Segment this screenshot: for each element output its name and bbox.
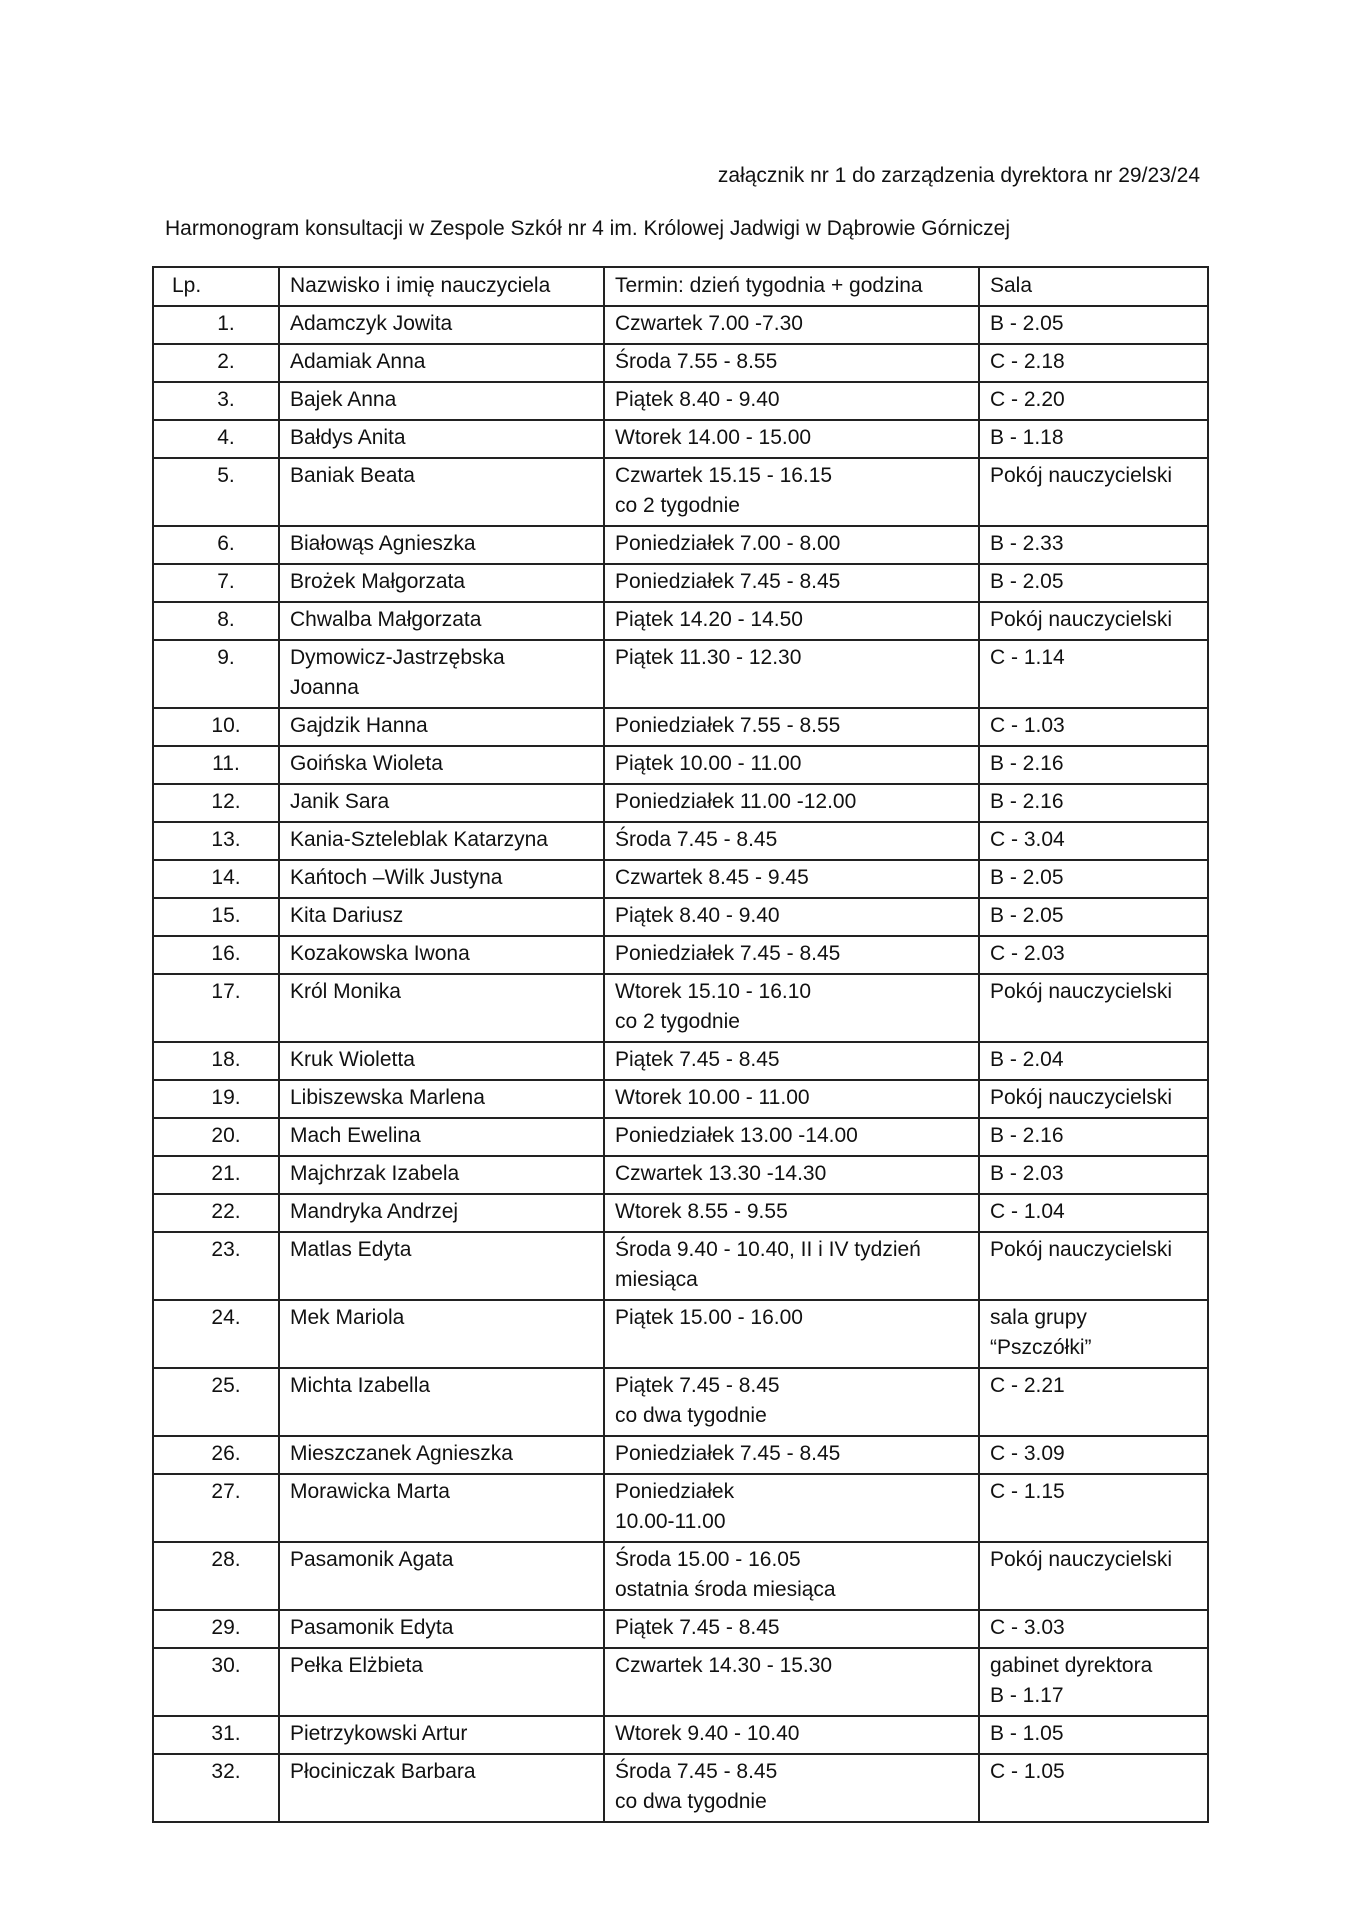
cell-room <box>979 306 1208 344</box>
cell-room <box>979 784 1208 822</box>
cell-teacher-name <box>279 708 604 746</box>
cell-term-line: Czwartek 14.30 - 15.30 <box>615 1654 833 1677</box>
cell-teacher-name-line: Kozakowska Iwona <box>290 942 470 965</box>
cell-teacher-name <box>279 746 604 784</box>
cell-room <box>979 1542 1208 1610</box>
cell-teacher-name <box>279 1042 604 1080</box>
cell-lp: 16. <box>153 936 279 974</box>
cell-term-line: Środa 7.55 - 8.55 <box>615 350 778 373</box>
cell-room-line: C - 3.09 <box>990 1442 1065 1465</box>
cell-teacher-name <box>279 1300 604 1368</box>
table-row <box>153 458 1208 526</box>
cell-lp: 15. <box>153 898 279 936</box>
header-row <box>153 267 1208 306</box>
cell-term <box>604 708 979 746</box>
cell-term <box>604 822 979 860</box>
cell-teacher-name <box>279 1118 604 1156</box>
table-row <box>153 860 1208 898</box>
cell-room <box>979 602 1208 640</box>
cell-term-line: co 2 tygodnie <box>615 1010 740 1033</box>
column-header-term: Termin: dzień tygodnia + godzina <box>604 267 979 306</box>
cell-term <box>604 1610 979 1648</box>
cell-term-line: Czwartek 8.45 - 9.45 <box>615 866 809 889</box>
cell-term-line: Czwartek 7.00 -7.30 <box>615 312 803 335</box>
cell-teacher-name-line: Joanna <box>290 676 359 699</box>
cell-lp: 19. <box>153 1080 279 1118</box>
cell-room <box>979 1648 1208 1716</box>
cell-teacher-name-line: Kania-Szteleblak Katarzyna <box>290 828 548 851</box>
annex-reference: załącznik nr 1 do zarządzenia dyrektora nr 29/23/24 <box>717 164 1200 187</box>
cell-room-line: B - 2.16 <box>990 790 1064 813</box>
cell-term-line: Poniedziałek 7.45 - 8.45 <box>615 942 841 965</box>
cell-room-line: B - 2.05 <box>990 312 1064 335</box>
table-row <box>153 1300 1208 1368</box>
table-row <box>153 344 1208 382</box>
table-row <box>153 1232 1208 1300</box>
table-row <box>153 974 1208 1042</box>
cell-room-line: B - 1.05 <box>990 1722 1064 1745</box>
table-row <box>153 936 1208 974</box>
cell-teacher-name <box>279 1542 604 1610</box>
cell-room-line: B - 2.05 <box>990 570 1064 593</box>
cell-term-line: Poniedziałek <box>615 1480 735 1503</box>
table-row <box>153 526 1208 564</box>
cell-lp: 1. <box>153 306 279 344</box>
cell-lp: 2. <box>153 344 279 382</box>
cell-term <box>604 1754 979 1822</box>
cell-lp: 4. <box>153 420 279 458</box>
cell-term <box>604 1648 979 1716</box>
cell-term-line: ostatnia środa miesiąca <box>615 1578 836 1601</box>
cell-term <box>604 936 979 974</box>
cell-term <box>604 1716 979 1754</box>
cell-term-line: Piątek 7.45 - 8.45 <box>615 1616 780 1639</box>
cell-teacher-name-line: Adamiak Anna <box>290 350 426 373</box>
table-row <box>153 898 1208 936</box>
cell-teacher-name-line: Płociniczak Barbara <box>290 1760 476 1783</box>
table-row <box>153 708 1208 746</box>
cell-room-line: Pokój nauczycielski <box>990 980 1173 1003</box>
cell-term <box>604 344 979 382</box>
cell-teacher-name-line: Pasamonik Edyta <box>290 1616 454 1639</box>
table-row <box>153 1080 1208 1118</box>
cell-room-line: Pokój nauczycielski <box>990 608 1173 631</box>
cell-teacher-name <box>279 936 604 974</box>
cell-lp: 5. <box>153 458 279 526</box>
cell-room <box>979 1300 1208 1368</box>
cell-lp: 13. <box>153 822 279 860</box>
cell-room <box>979 1436 1208 1474</box>
cell-term-line: Środa 7.45 - 8.45 <box>615 828 778 851</box>
cell-room <box>979 898 1208 936</box>
cell-lp: 10. <box>153 708 279 746</box>
cell-term-line: Poniedziałek 13.00 -14.00 <box>615 1124 858 1147</box>
cell-term <box>604 746 979 784</box>
cell-term <box>604 640 979 708</box>
cell-teacher-name <box>279 784 604 822</box>
cell-room <box>979 1716 1208 1754</box>
table-header <box>153 267 1208 306</box>
cell-room <box>979 382 1208 420</box>
cell-teacher-name <box>279 1156 604 1194</box>
table-row <box>153 1610 1208 1648</box>
cell-teacher-name <box>279 306 604 344</box>
cell-term <box>604 784 979 822</box>
cell-lp: 24. <box>153 1300 279 1368</box>
cell-term <box>604 1368 979 1436</box>
cell-term <box>604 382 979 420</box>
table-row <box>153 382 1208 420</box>
column-header-teacher: Nazwisko i imię nauczyciela <box>279 267 604 306</box>
cell-room-line: B - 2.03 <box>990 1162 1064 1185</box>
table-row <box>153 1118 1208 1156</box>
cell-lp: 9. <box>153 640 279 708</box>
cell-room-line: B - 2.33 <box>990 532 1064 555</box>
table-row <box>153 784 1208 822</box>
cell-teacher-name-line: Baniak Beata <box>290 464 415 487</box>
cell-term <box>604 1474 979 1542</box>
cell-lp: 21. <box>153 1156 279 1194</box>
cell-term-line: Piątek 15.00 - 16.00 <box>615 1306 803 1329</box>
cell-teacher-name-line: Król Monika <box>290 980 401 1003</box>
cell-term-line: Piątek 8.40 - 9.40 <box>615 904 780 927</box>
cell-teacher-name <box>279 1436 604 1474</box>
cell-teacher-name <box>279 1080 604 1118</box>
cell-lp: 28. <box>153 1542 279 1610</box>
cell-term-line: co dwa tygodnie <box>615 1790 767 1813</box>
table-row <box>153 1436 1208 1474</box>
cell-room-line: B - 2.16 <box>990 752 1064 775</box>
cell-term-line: Wtorek 8.55 - 9.55 <box>615 1200 788 1223</box>
cell-room-line: B - 2.16 <box>990 1124 1064 1147</box>
cell-teacher-name <box>279 898 604 936</box>
cell-teacher-name-line: Michta Izabella <box>290 1374 431 1397</box>
table-row <box>153 1156 1208 1194</box>
cell-teacher-name-line: Bałdys Anita <box>290 426 406 449</box>
cell-term-line: Poniedziałek 7.00 - 8.00 <box>615 532 841 555</box>
cell-lp: 3. <box>153 382 279 420</box>
table-row <box>153 1648 1208 1716</box>
cell-teacher-name <box>279 526 604 564</box>
cell-room <box>979 1080 1208 1118</box>
cell-term-line: miesiąca <box>615 1268 698 1291</box>
cell-teacher-name-line: Mandryka Andrzej <box>290 1200 459 1223</box>
cell-term-line: Wtorek 15.10 - 16.10 <box>615 980 812 1003</box>
cell-term <box>604 1118 979 1156</box>
cell-term <box>604 1542 979 1610</box>
cell-room <box>979 1194 1208 1232</box>
cell-teacher-name-line: Libiszewska Marlena <box>290 1086 485 1109</box>
cell-term <box>604 306 979 344</box>
cell-term-line: Wtorek 9.40 - 10.40 <box>615 1722 800 1745</box>
cell-room-line: Pokój nauczycielski <box>990 464 1173 487</box>
table-body <box>153 306 1208 1822</box>
cell-teacher-name-line: Kruk Wioletta <box>290 1048 415 1071</box>
cell-teacher-name <box>279 382 604 420</box>
cell-room <box>979 708 1208 746</box>
cell-lp: 31. <box>153 1716 279 1754</box>
table-row <box>153 640 1208 708</box>
table-row <box>153 306 1208 344</box>
cell-lp: 17. <box>153 974 279 1042</box>
cell-teacher-name-line: Goińska Wioleta <box>290 752 443 775</box>
cell-room-line: B - 2.05 <box>990 866 1064 889</box>
cell-room <box>979 1118 1208 1156</box>
cell-term-line: Wtorek 14.00 - 15.00 <box>615 426 812 449</box>
cell-teacher-name-line: Brożek Małgorzata <box>290 570 466 593</box>
cell-teacher-name <box>279 822 604 860</box>
cell-room <box>979 936 1208 974</box>
cell-teacher-name <box>279 974 604 1042</box>
cell-term <box>604 1194 979 1232</box>
cell-term-line: Piątek 7.45 - 8.45 <box>615 1048 780 1071</box>
cell-room <box>979 526 1208 564</box>
cell-lp: 30. <box>153 1648 279 1716</box>
cell-lp: 11. <box>153 746 279 784</box>
cell-teacher-name <box>279 1648 604 1716</box>
table-row <box>153 822 1208 860</box>
cell-room-line: “Pszczółki” <box>990 1336 1092 1359</box>
cell-teacher-name-line: Morawicka Marta <box>290 1480 450 1503</box>
cell-term <box>604 1436 979 1474</box>
cell-room-line: gabinet dyrektora <box>990 1654 1153 1677</box>
cell-teacher-name-line: Dymowicz-Jastrzębska <box>290 646 505 669</box>
cell-lp: 18. <box>153 1042 279 1080</box>
cell-term <box>604 1300 979 1368</box>
cell-term-line: Piątek 8.40 - 9.40 <box>615 388 780 411</box>
cell-lp: 6. <box>153 526 279 564</box>
cell-room-line: C - 3.03 <box>990 1616 1065 1639</box>
consultation-schedule-table <box>152 266 1209 1823</box>
cell-room-line: C - 1.03 <box>990 714 1065 737</box>
cell-room-line: C - 2.03 <box>990 942 1065 965</box>
cell-room-line: Pokój nauczycielski <box>990 1238 1173 1261</box>
cell-teacher-name-line: Pełka Elżbieta <box>290 1654 424 1677</box>
table-row <box>153 1542 1208 1610</box>
cell-room <box>979 1232 1208 1300</box>
cell-room-line: B - 2.04 <box>990 1048 1064 1071</box>
cell-term <box>604 1232 979 1300</box>
cell-room-line: C - 1.05 <box>990 1760 1065 1783</box>
cell-room <box>979 640 1208 708</box>
table-row <box>153 1754 1208 1822</box>
table-row <box>153 746 1208 784</box>
cell-room-line: C - 1.15 <box>990 1480 1065 1503</box>
cell-term-line: co dwa tygodnie <box>615 1404 767 1427</box>
cell-term-line: Piątek 7.45 - 8.45 <box>615 1374 780 1397</box>
cell-teacher-name-line: Białowąs Agnieszka <box>290 532 476 555</box>
column-header-room: Sala <box>979 267 1208 306</box>
cell-teacher-name <box>279 1610 604 1648</box>
table-row <box>153 1716 1208 1754</box>
cell-teacher-name <box>279 1754 604 1822</box>
cell-room-line: C - 3.04 <box>990 828 1065 851</box>
cell-teacher-name-line: Mach Ewelina <box>290 1124 421 1147</box>
cell-room <box>979 564 1208 602</box>
column-header-lp: Lp. <box>153 267 279 306</box>
cell-term-line: Piątek 11.30 - 12.30 <box>615 646 802 669</box>
cell-term-line: 10.00-11.00 <box>615 1510 726 1533</box>
cell-room-line: C - 1.14 <box>990 646 1065 669</box>
cell-lp: 12. <box>153 784 279 822</box>
cell-lp: 8. <box>153 602 279 640</box>
cell-term <box>604 860 979 898</box>
cell-term <box>604 1080 979 1118</box>
cell-term-line: Poniedziałek 7.45 - 8.45 <box>615 570 841 593</box>
cell-teacher-name-line: Mieszczanek Agnieszka <box>290 1442 513 1465</box>
cell-room <box>979 746 1208 784</box>
cell-room <box>979 420 1208 458</box>
cell-teacher-name <box>279 458 604 526</box>
cell-term <box>604 1156 979 1194</box>
cell-term-line: co 2 tygodnie <box>615 494 740 517</box>
cell-term-line: Wtorek 10.00 - 11.00 <box>615 1086 810 1109</box>
cell-room <box>979 1368 1208 1436</box>
cell-term-line: Piątek 10.00 - 11.00 <box>615 752 802 775</box>
cell-term-line: Środa 7.45 - 8.45 <box>615 1760 778 1783</box>
cell-term-line: Czwartek 15.15 - 16.15 <box>615 464 833 487</box>
cell-teacher-name-line: Chwalba Małgorzata <box>290 608 482 631</box>
cell-room-line: C - 2.21 <box>990 1374 1065 1397</box>
cell-room <box>979 1042 1208 1080</box>
cell-room-line: C - 1.04 <box>990 1200 1065 1223</box>
cell-teacher-name <box>279 344 604 382</box>
cell-room-line: B - 1.18 <box>990 426 1064 449</box>
cell-lp: 7. <box>153 564 279 602</box>
cell-term <box>604 974 979 1042</box>
cell-term <box>604 526 979 564</box>
cell-room <box>979 860 1208 898</box>
cell-room <box>979 1754 1208 1822</box>
cell-room-line: B - 2.05 <box>990 904 1064 927</box>
cell-room <box>979 974 1208 1042</box>
cell-term <box>604 564 979 602</box>
table-row <box>153 1474 1208 1542</box>
cell-term <box>604 420 979 458</box>
table-row <box>153 602 1208 640</box>
cell-lp: 27. <box>153 1474 279 1542</box>
cell-teacher-name-line: Kita Dariusz <box>290 904 404 927</box>
cell-lp: 20. <box>153 1118 279 1156</box>
cell-term-line: Piątek 14.20 - 14.50 <box>615 608 803 631</box>
cell-room <box>979 1156 1208 1194</box>
cell-teacher-name-line: Mek Mariola <box>290 1306 405 1329</box>
table-row <box>153 1368 1208 1436</box>
cell-room-line: B - 1.17 <box>990 1684 1064 1707</box>
cell-lp: 14. <box>153 860 279 898</box>
table-row <box>153 420 1208 458</box>
table-row <box>153 564 1208 602</box>
table-row <box>153 1194 1208 1232</box>
cell-lp: 22. <box>153 1194 279 1232</box>
cell-term-line: Poniedziałek 7.45 - 8.45 <box>615 1442 841 1465</box>
cell-room <box>979 822 1208 860</box>
cell-room <box>979 344 1208 382</box>
table-row <box>153 1042 1208 1080</box>
cell-term-line: Środa 15.00 - 16.05 <box>615 1548 801 1571</box>
cell-lp: 32. <box>153 1754 279 1822</box>
cell-term <box>604 898 979 936</box>
cell-term-line: Poniedziałek 7.55 - 8.55 <box>615 714 841 737</box>
cell-teacher-name-line: Pasamonik Agata <box>290 1548 454 1571</box>
cell-teacher-name-line: Pietrzykowski Artur <box>290 1722 468 1745</box>
cell-teacher-name <box>279 1194 604 1232</box>
cell-teacher-name <box>279 1474 604 1542</box>
cell-teacher-name <box>279 1716 604 1754</box>
cell-room-line: Pokój nauczycielski <box>990 1548 1173 1571</box>
cell-room <box>979 458 1208 526</box>
cell-teacher-name-line: Majchrzak Izabela <box>290 1162 460 1185</box>
cell-room-line: Pokój nauczycielski <box>990 1086 1173 1109</box>
cell-lp: 25. <box>153 1368 279 1436</box>
cell-term-line: Czwartek 13.30 -14.30 <box>615 1162 827 1185</box>
cell-teacher-name-line: Gajdzik Hanna <box>290 714 428 737</box>
cell-teacher-name-line: Kańtoch –Wilk Justyna <box>290 866 503 889</box>
cell-term <box>604 602 979 640</box>
cell-room-line: C - 2.18 <box>990 350 1065 373</box>
cell-teacher-name-line: Adamczyk Jowita <box>290 312 453 335</box>
cell-teacher-name-line: Bajek Anna <box>290 388 397 411</box>
cell-term <box>604 1042 979 1080</box>
cell-teacher-name <box>279 640 604 708</box>
cell-teacher-name <box>279 420 604 458</box>
cell-teacher-name <box>279 602 604 640</box>
cell-teacher-name <box>279 1232 604 1300</box>
cell-lp: 23. <box>153 1232 279 1300</box>
cell-teacher-name <box>279 860 604 898</box>
cell-room-line: C - 2.20 <box>990 388 1065 411</box>
document-title: Harmonogram konsultacji w Zespole Szkół nr 4 im. Królowej Jadwigi w Dąbrowie Górniczej <box>165 217 1010 240</box>
cell-term-line: Środa 9.40 - 10.40, II i IV tydzień <box>615 1238 921 1261</box>
cell-teacher-name-line: Janik Sara <box>290 790 390 813</box>
cell-room <box>979 1610 1208 1648</box>
cell-lp: 26. <box>153 1436 279 1474</box>
cell-room <box>979 1474 1208 1542</box>
cell-lp: 29. <box>153 1610 279 1648</box>
cell-teacher-name <box>279 1368 604 1436</box>
cell-term <box>604 458 979 526</box>
cell-teacher-name <box>279 564 604 602</box>
cell-room-line: sala grupy <box>990 1306 1087 1329</box>
cell-teacher-name-line: Matlas Edyta <box>290 1238 412 1261</box>
cell-term-line: Poniedziałek 11.00 -12.00 <box>615 790 857 813</box>
